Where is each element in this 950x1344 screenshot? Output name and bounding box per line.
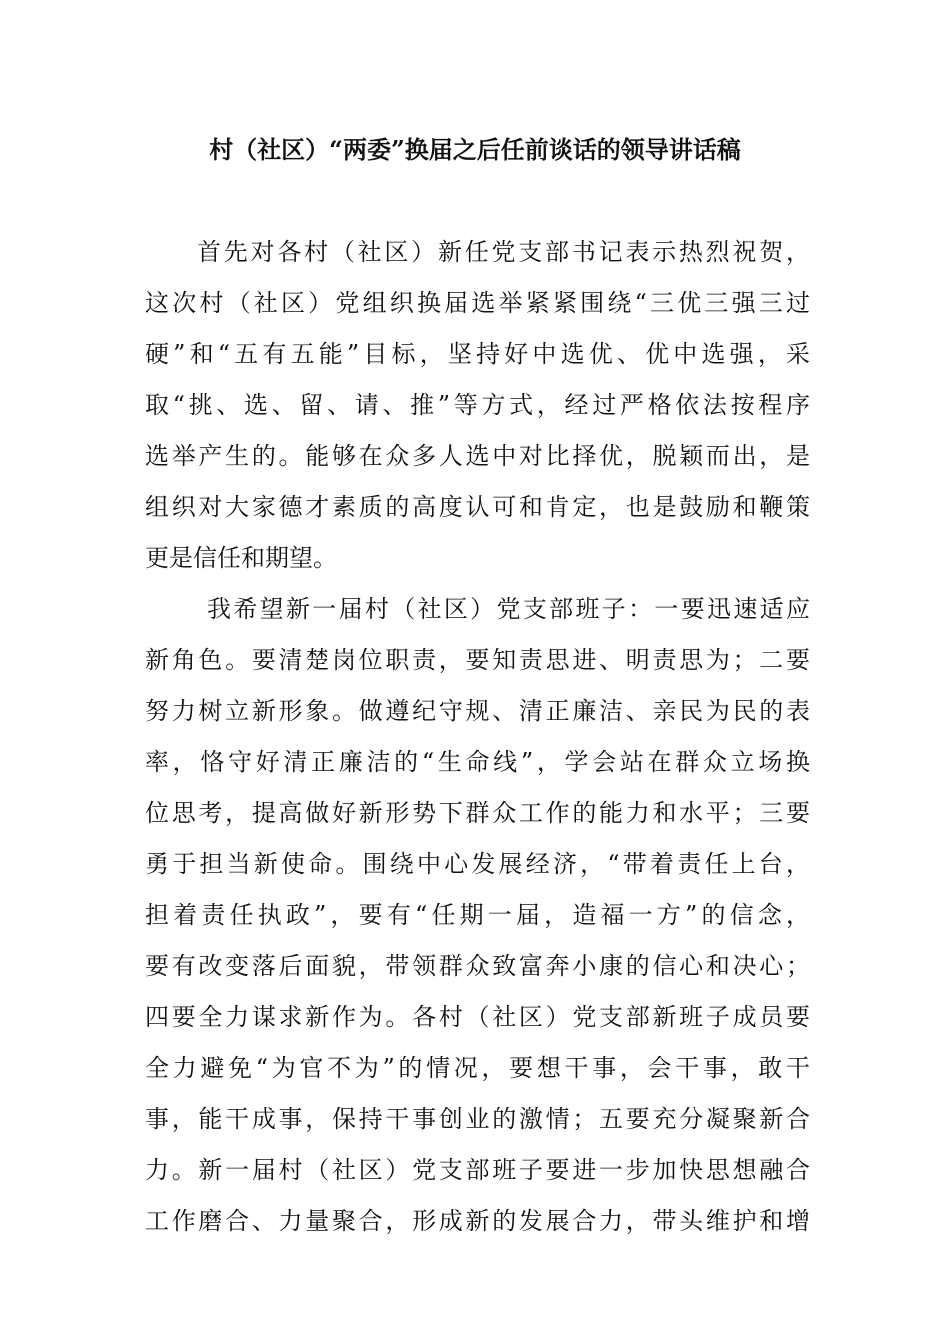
- paragraph-1-line-7: 更是信任和期望。: [145, 544, 337, 572]
- paragraph-2-line-7: 担着责任执政”，要有“任期一届，造福一方”的信念，: [145, 901, 810, 929]
- paragraph-1-line-4: 取“挑、选、留、请、推”等方式，经过严格依法按程序: [145, 391, 810, 419]
- paragraph-1-line-6: 组织对大家德才素质的高度认可和肯定，也是鼓励和鞭策: [145, 493, 810, 521]
- paragraph-2-line-8: 要有改变落后面貌，带领群众致富奔小康的信心和决心；: [145, 952, 810, 980]
- paragraph-2-line-6: 勇于担当新使命。围绕中心发展经济，“带着责任上台，: [145, 850, 810, 878]
- paragraph-1-line-2: 这次村（社区）党组织换届选举紧紧围绕“三优三强三过: [145, 289, 810, 317]
- document-title: 村（社区）“两委”换届之后任前谈话的领导讲话稿: [209, 135, 741, 164]
- paragraph-1-line-5: 选举产生的。能够在众多人选中对比择优，脱颖而出，是: [145, 442, 810, 470]
- paragraph-2-line-11: 事，能干成事，保持干事创业的激情；五要充分凝聚新合: [145, 1105, 810, 1133]
- paragraph-2-line-5: 位思考，提高做好新形势下群众工作的能力和水平；三要: [145, 799, 810, 827]
- paragraph-2-line-10: 全力避免“为官不为”的情况，要想干事，会干事，敢干: [145, 1054, 810, 1082]
- paragraph-2-line-9: 四要全力谋求新作为。各村（社区）党支部新班子成员要: [145, 1003, 810, 1031]
- paragraph-2-line-2: 新角色。要清楚岗位职责，要知责思进、明责思为；二要: [145, 646, 810, 674]
- paragraph-1-line-3: 硬”和“五有五能”目标，坚持好中选优、优中选强，采: [145, 340, 810, 368]
- paragraph-2-line-12: 力。新一届村（社区）党支部班子要进一步加快思想融合: [145, 1156, 810, 1184]
- document-body: [145, 227, 810, 1247]
- paragraph-2-line-1: 我希望新一届村（社区）党支部班子：一要迅速适应: [207, 595, 810, 623]
- paragraph-2-line-4: 率，恪守好清正廉洁的“生命线”，学会站在群众立场换: [145, 748, 810, 776]
- paragraph-2-line-13: 工作磨合、力量聚合，形成新的发展合力，带头维护和增: [145, 1207, 810, 1235]
- paragraph-1-line-1: 首先对各村（社区）新任党支部书记表示热烈祝贺，: [197, 238, 810, 266]
- paragraph-2-line-3: 努力树立新形象。做遵纪守规、清正廉洁、亲民为民的表: [145, 697, 810, 725]
